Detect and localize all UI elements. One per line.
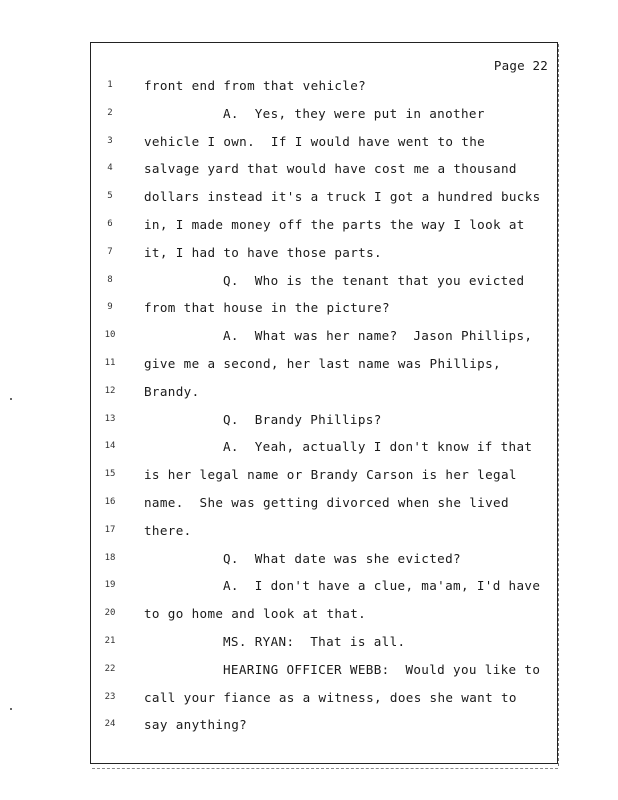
- line-text: MS. RYAN: That is all.: [223, 634, 406, 649]
- line-number: 8: [107, 274, 113, 285]
- transcript-line: [0, 578, 618, 598]
- line-text: from that house in the picture?: [144, 300, 390, 316]
- line-text: A. I don't have a clue, ma'am, I'd have: [223, 578, 541, 594]
- scan-speck: [10, 398, 12, 400]
- line-text: it, I had to have those parts.: [144, 244, 382, 260]
- line-number: 17: [104, 524, 116, 535]
- transcript-line: [0, 690, 618, 710]
- line-number: 21: [104, 636, 116, 646]
- line-text: there.: [144, 522, 192, 538]
- transcript-line: [0, 245, 618, 265]
- transcript-line: [0, 412, 618, 432]
- line-text: dollars instead it's a truck I got a hundred bucks: [144, 189, 541, 205]
- transcript-line: [0, 606, 618, 626]
- line-text: salvage yard that would have cost me a thousand: [144, 161, 517, 177]
- line-number: 7: [107, 246, 113, 257]
- line-text: say anything?: [144, 717, 248, 733]
- line-text: in, I made money off the parts the way I look at: [144, 217, 525, 232]
- line-text: give me a second, her last name was Phillips,: [144, 356, 501, 371]
- transcript-line: [0, 662, 618, 682]
- transcript-line: [0, 717, 618, 737]
- line-text: is her legal name or Brandy Carson is her legal: [144, 467, 517, 483]
- line-number: 14: [104, 441, 116, 452]
- line-number: 2: [107, 107, 113, 118]
- line-text: A. What was her name? Jason Phillips,: [223, 328, 533, 344]
- line-number: 11: [104, 358, 116, 368]
- transcript-line: [0, 189, 618, 209]
- line-number: 9: [107, 302, 113, 313]
- line-text: call your fiance as a witness, does she want to: [144, 689, 517, 705]
- line-number: 15: [104, 469, 116, 480]
- line-number: 19: [104, 580, 116, 591]
- transcript-line: [0, 106, 618, 126]
- transcript-line: [0, 273, 618, 293]
- line-number: 1: [107, 80, 113, 90]
- scan-speck: [10, 708, 12, 710]
- transcript-line: [0, 300, 618, 320]
- line-number: 12: [104, 385, 116, 396]
- transcript-line: [0, 551, 618, 571]
- line-number: 10: [104, 330, 116, 341]
- line-text: A. Yeah, actually I don't know if that: [223, 439, 533, 455]
- transcript-line: [0, 134, 618, 154]
- line-text: front end from that vehicle?: [144, 78, 367, 93]
- transcript-line: [0, 634, 618, 654]
- line-number: 3: [107, 135, 113, 146]
- line-text: Brandy.: [144, 383, 200, 399]
- line-text: name. She was getting divorced when she lived: [144, 495, 509, 510]
- line-text: A. Yes, they were put in another: [223, 105, 485, 121]
- line-number: 20: [104, 608, 116, 619]
- line-number: 13: [104, 413, 116, 424]
- line-number: 24: [104, 719, 116, 730]
- page-number: Page 22: [493, 58, 548, 73]
- line-number: 23: [104, 691, 116, 702]
- transcript-line: [0, 161, 618, 181]
- line-text: HEARING OFFICER WEBB: Would you like to: [223, 661, 541, 677]
- line-text: to go home and look at that.: [144, 606, 367, 622]
- line-text: Q. Brandy Phillips?: [223, 411, 382, 427]
- line-number: 5: [107, 191, 113, 202]
- transcript-line: [0, 78, 618, 98]
- line-text: Q. Who is the tenant that you evicted: [223, 272, 525, 288]
- transcript-line: [0, 217, 618, 237]
- transcript-line: [0, 495, 618, 515]
- line-number: 18: [104, 552, 116, 563]
- transcript-line: [0, 523, 618, 543]
- transcript-line: [0, 439, 618, 459]
- bottom-edge-scan-artifact: [92, 766, 558, 769]
- transcript-line: [0, 356, 618, 376]
- line-number: 16: [104, 497, 116, 507]
- line-text: vehicle I own. If I would have went to the: [144, 133, 486, 149]
- transcript-line: [0, 328, 618, 348]
- transcript-line: [0, 384, 618, 404]
- line-number: 4: [107, 163, 113, 174]
- line-text: Q. What date was she evicted?: [223, 550, 461, 566]
- line-number: 22: [104, 663, 116, 674]
- transcript-line: [0, 467, 618, 487]
- line-number: 6: [107, 219, 113, 229]
